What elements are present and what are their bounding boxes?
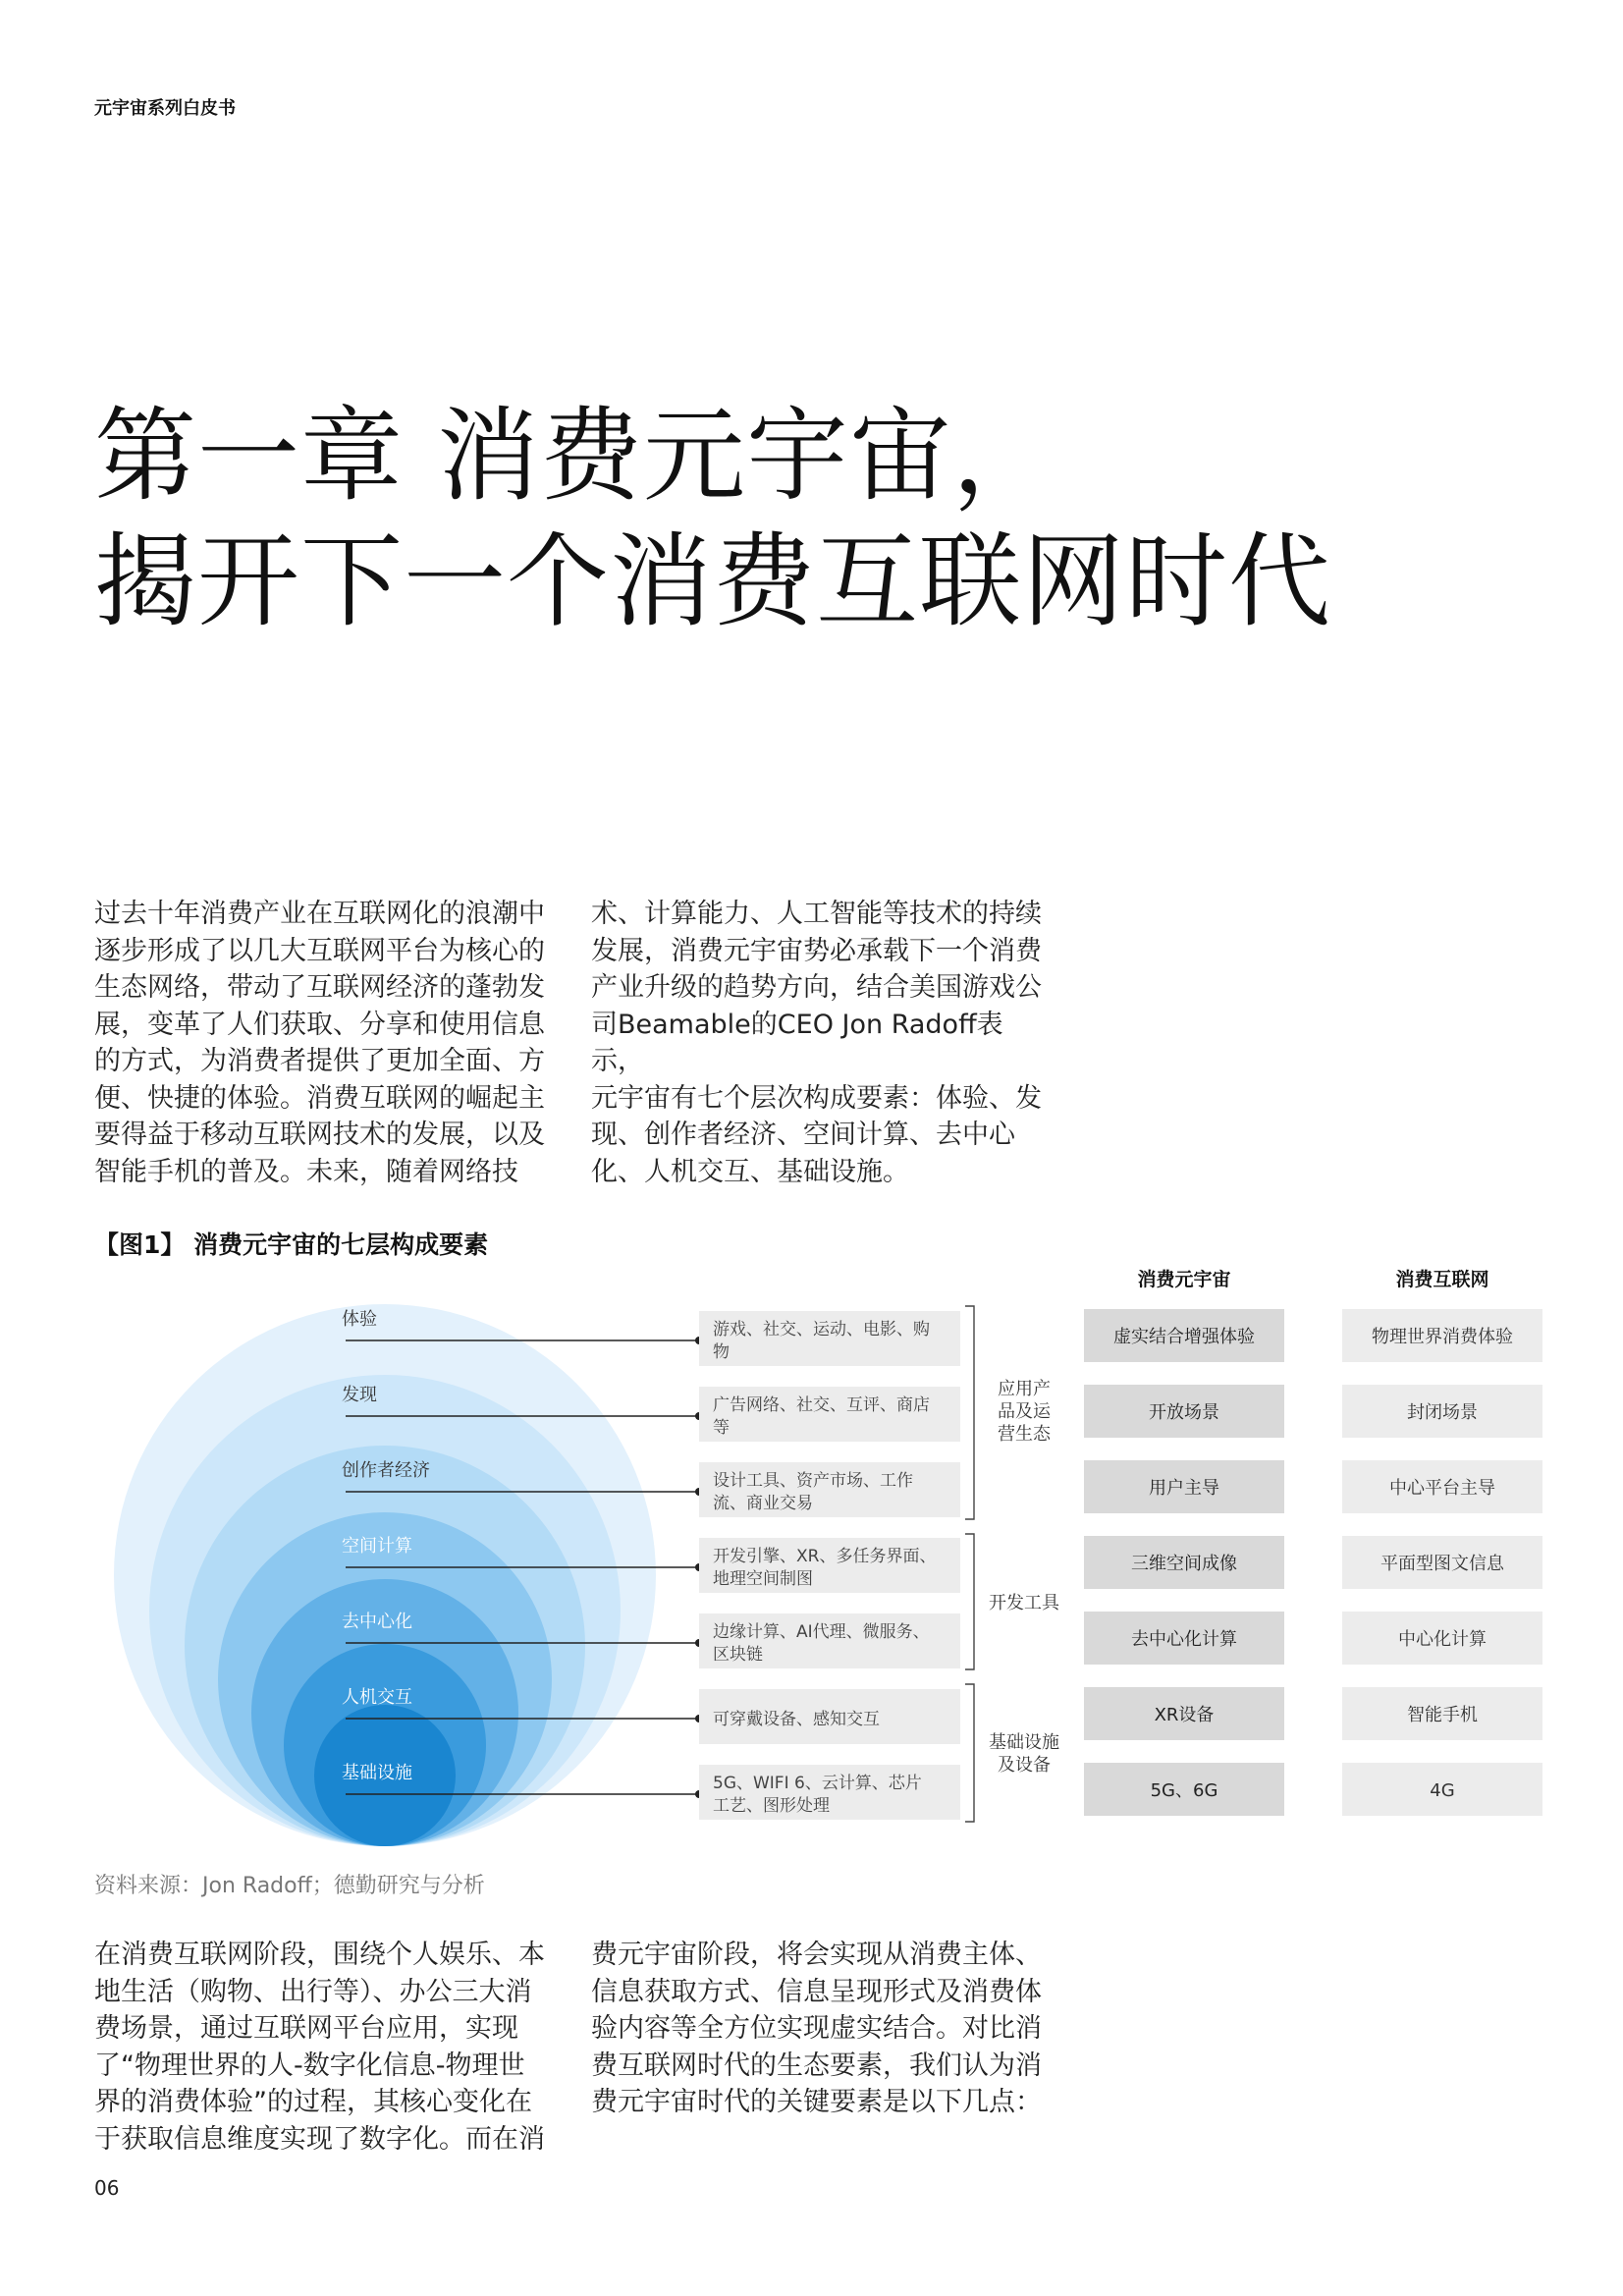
column-header-internet: 消费互联网 bbox=[1395, 1269, 1489, 1290]
internet-cell-text: 中心化计算 bbox=[1398, 1629, 1487, 1650]
internet-cell-text: 中心平台主导 bbox=[1389, 1478, 1495, 1499]
outro-line: 费元宇宙阶段，将会实现从消费主体、 bbox=[591, 1940, 1042, 1970]
outro-line: 费元宇宙时代的关键要素是以下几点： bbox=[591, 2087, 1042, 2117]
outro-line: 地生活（购物、出行等）、办公三大消 bbox=[94, 1976, 532, 2007]
outro-line: 界的消费体验”的过程，其核心变化在 bbox=[94, 2087, 532, 2117]
outro-line: 验内容等全方位实现虚实结合。对比消 bbox=[591, 2013, 1042, 2044]
intro-line: 生态网络，带动了互联网经济的蓬勃发 bbox=[94, 972, 545, 1003]
intro-line: 司Beamable的CEO Jon Radoff表示， bbox=[591, 1009, 1003, 1076]
metaverse-cell-text: 去中心化计算 bbox=[1131, 1629, 1237, 1650]
outro-column-2 bbox=[591, 1937, 1043, 2121]
intro-line: 便、快捷的体验。消费互联网的崛起主 bbox=[94, 1082, 545, 1114]
layer-label: 体验 bbox=[342, 1309, 377, 1330]
outro-line: 了“物理世界的人-数字化信息-物理世 bbox=[94, 2050, 525, 2081]
metaverse-cell-text: 5G、6G bbox=[1150, 1780, 1218, 1801]
figure-title: 【图1】 消费元宇宙的七层构成要素 bbox=[94, 1230, 489, 1259]
internet-cell-text: 4G bbox=[1430, 1780, 1455, 1801]
group-label: 及设备 bbox=[998, 1755, 1051, 1776]
layer-label: 去中心化 bbox=[342, 1612, 412, 1632]
group-label: 基础设施 bbox=[989, 1732, 1059, 1753]
description-text: 流、商业交易 bbox=[713, 1494, 813, 1513]
layer-label: 发现 bbox=[342, 1385, 377, 1405]
layer-label: 基础设施 bbox=[342, 1763, 412, 1783]
intro-line: 发展，消费元宇宙势必承载下一个消费 bbox=[591, 935, 1042, 966]
description-text: 广告网络、社交、互评、商店 bbox=[713, 1395, 930, 1415]
outro-line: 费互联网时代的生态要素，我们认为消 bbox=[591, 2050, 1042, 2081]
group-label: 营生态 bbox=[998, 1424, 1051, 1445]
intro-line: 元宇宙有七个层次构成要素：体验、发 bbox=[591, 1082, 1042, 1114]
description-text: 设计工具、资产市场、工作 bbox=[713, 1471, 913, 1491]
metaverse-cell-text: 开放场景 bbox=[1149, 1402, 1219, 1423]
internet-cell-text: 封闭场景 bbox=[1407, 1402, 1478, 1423]
description-text: 5G、WIFI 6、云计算、芯片 bbox=[713, 1774, 922, 1793]
column-header-meta: 消费元宇宙 bbox=[1137, 1269, 1231, 1290]
intro-line: 的方式，为消费者提供了更加全面、方 bbox=[94, 1046, 545, 1076]
description-text: 可穿戴设备、感知交互 bbox=[713, 1710, 880, 1729]
intro-line: 现、创作者经济、空间计算、去中心 bbox=[591, 1120, 1015, 1150]
description-text: 游戏、社交、运动、电影、购 bbox=[713, 1320, 930, 1339]
intro-line: 要得益于移动互联网技术的发展，以及 bbox=[94, 1120, 545, 1150]
outro-column-1 bbox=[94, 1937, 546, 2158]
chapter-title-line2: 揭开下一个消费互联网时代 bbox=[94, 521, 1332, 641]
metaverse-cell-text: 用户主导 bbox=[1149, 1478, 1219, 1499]
layer-label: 创作者经济 bbox=[342, 1460, 430, 1481]
group-label: 开发工具 bbox=[989, 1593, 1059, 1613]
intro-line: 产业升级的趋势方向，结合美国游戏公 bbox=[591, 972, 1042, 1003]
metaverse-cell-text: 虚实结合增强体验 bbox=[1113, 1327, 1255, 1347]
description-text: 边缘计算、AI代理、微服务、 bbox=[713, 1622, 930, 1642]
figure-source: 资料来源：Jon Radoff；德勤研究与分析 bbox=[94, 1874, 485, 1898]
intro-line: 术、计算能力、人工智能等技术的持续 bbox=[591, 899, 1042, 929]
outro-line: 信息获取方式、信息呈现形式及消费体 bbox=[591, 1976, 1042, 2007]
group-label: 应用产 bbox=[998, 1379, 1051, 1399]
layer-label: 人机交互 bbox=[342, 1687, 412, 1708]
description-text: 物 bbox=[713, 1342, 730, 1362]
metaverse-cell-text: 三维空间成像 bbox=[1131, 1554, 1237, 1574]
internet-cell-text: 智能手机 bbox=[1407, 1705, 1478, 1725]
group-bracket bbox=[965, 1306, 974, 1519]
intro-line: 智能手机的普及。未来，随着网络技 bbox=[94, 1156, 518, 1187]
chapter-title-line1: 第一章 消费元宇宙， bbox=[94, 396, 1056, 516]
internet-cell-text: 物理世界消费体验 bbox=[1372, 1327, 1513, 1347]
metaverse-cell-text: XR设备 bbox=[1154, 1705, 1215, 1725]
group-bracket bbox=[965, 1534, 974, 1669]
layer-label: 空间计算 bbox=[342, 1536, 412, 1557]
series-label: 元宇宙系列白皮书 bbox=[94, 98, 236, 119]
intro-line: 展，变革了人们获取、分享和使用信息 bbox=[94, 1009, 545, 1040]
outro-line: 在消费互联网阶段，围绕个人娱乐、本 bbox=[94, 1940, 545, 1970]
description-text: 地理空间制图 bbox=[713, 1569, 813, 1589]
intro-line: 化、人机交互、基础设施。 bbox=[591, 1156, 909, 1187]
outro-line: 费场景，通过互联网平台应用，实现 bbox=[94, 2013, 518, 2044]
description-text: 工艺、图形处理 bbox=[713, 1796, 830, 1816]
group-bracket bbox=[965, 1684, 974, 1822]
description-text: 区块链 bbox=[713, 1645, 763, 1665]
intro-line: 过去十年消费产业在互联网化的浪潮中 bbox=[94, 899, 545, 929]
outro-line: 于获取信息维度实现了数字化。而在消 bbox=[94, 2123, 545, 2155]
description-text: 等 bbox=[713, 1418, 730, 1438]
description-text: 开发引擎、XR、多任务界面、 bbox=[713, 1547, 937, 1566]
page-number: 06 bbox=[94, 2176, 120, 2200]
internet-cell-text: 平面型图文信息 bbox=[1380, 1554, 1504, 1574]
group-label: 品及运 bbox=[998, 1401, 1051, 1422]
intro-line: 逐步形成了以几大互联网平台为核心的 bbox=[94, 935, 545, 966]
